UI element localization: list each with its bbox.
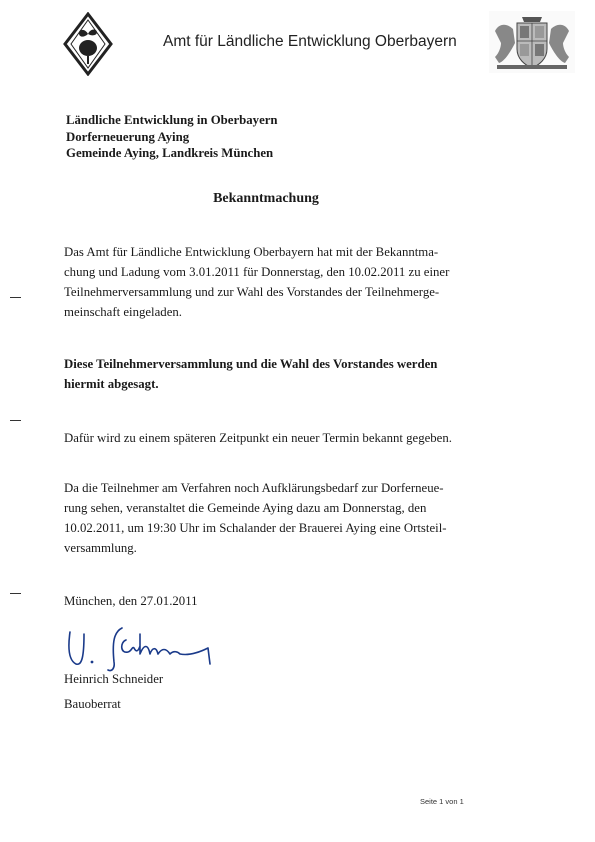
agency-logo-icon	[63, 12, 113, 76]
address-block	[66, 112, 278, 162]
text-line: Dafür wird zu einem späteren Zeitpunkt ein neuer Termin bekannt gegeben.	[64, 431, 452, 445]
fold-mark	[10, 297, 21, 298]
text-line: Diese Teilnehmerversammlung und die Wahl des Vorstandes werden	[64, 357, 438, 371]
fold-mark	[10, 593, 21, 594]
text-line: 10.02.2011, um 19:30 Uhr im Schalander der Brauerei Aying eine Ortsteil-	[64, 521, 447, 535]
handwritten-signature	[64, 620, 234, 672]
page-number: Seite 1 von 1	[420, 797, 464, 806]
agency-title: Amt für Ländliche Entwicklung Oberbayern	[163, 33, 457, 50]
text-line: meinschaft eingeladen.	[64, 305, 182, 319]
paragraph-info-meeting	[64, 478, 447, 558]
fold-mark	[10, 420, 21, 421]
text-line: Teilnehmerversammlung und zur Wahl des Vorstandes der Teilnehmerge-	[64, 285, 440, 299]
address-line: Dorferneuerung Aying	[66, 129, 190, 144]
text-line: chung und Ladung vom 3.01.2011 für Donnerstag, den 10.02.2011 zu einer	[64, 265, 450, 279]
address-line: Ländliche Entwicklung in Oberbayern	[66, 113, 278, 127]
text-line: rung sehen, veranstaltet die Gemeinde Aying dazu am Donnerstag, den	[64, 501, 427, 515]
signer-name: Heinrich Schneider	[64, 672, 164, 686]
text-line: Das Amt für Ländliche Entwicklung Oberbayern hat mit der Bekanntma-	[64, 245, 439, 259]
address-line: Gemeinde Aying, Landkreis München	[66, 146, 274, 160]
text-line: hiermit abgesagt.	[64, 377, 159, 391]
text-line: Da die Teilnehmer am Verfahren noch Aufklärungsbedarf zur Dorferneue-	[64, 481, 444, 495]
paragraph-new-date	[64, 428, 452, 448]
document-heading: Bekanntmachung	[213, 191, 319, 206]
coat-of-arms-icon	[489, 11, 575, 73]
signer-title: Bauoberrat	[64, 697, 121, 711]
paragraph-invitation	[64, 242, 449, 322]
dateline: München, den 27.01.2011	[64, 594, 198, 608]
text-line: versammlung.	[64, 541, 137, 555]
paragraph-cancellation	[64, 354, 437, 394]
